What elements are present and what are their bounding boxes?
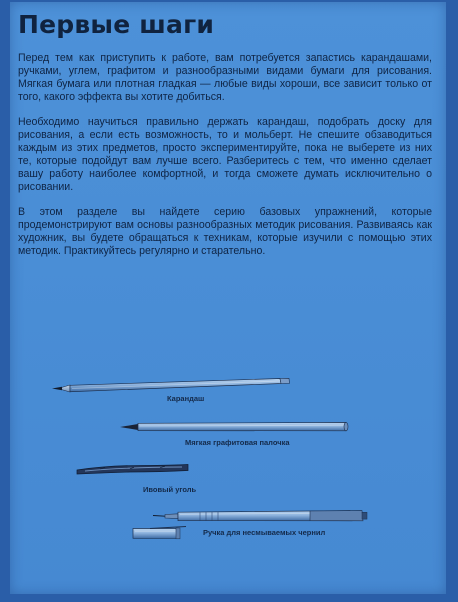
practice-paragraph: Необходимо научиться правильно держать карандаш, подобрать доску для рисования, а если есть возможность, то и мольберт. Не спешите обзаводиться каждым из этих предметов, просто экспериментируйте, пока не выберете из них те, которые подойдут вам лучше всего. Разберитесь с тем, что именно сделает вашу работу наиболее комфортной, и тогда сможете думать исключительно о рисовании. (18, 116, 432, 193)
pencil-icon (52, 378, 290, 392)
fineliner-pen-caption: Ручка для несмываемых чернил (203, 528, 326, 537)
charcoal-stick-icon (77, 465, 188, 475)
charcoal-caption: Ивовый уголь (143, 485, 197, 494)
pencil-caption: Карандаш (167, 394, 205, 403)
pen-cap-icon (133, 527, 186, 539)
fineliner-pen-icon (153, 511, 367, 521)
graphite-stick-icon (120, 422, 348, 430)
book-page (10, 2, 446, 594)
intro-paragraph: Перед тем как приступить к работе, вам потребуется запастись карандашами, ручками, углем, графитом и разнообразными видами бумаги для рисования. Мягкая бумага или плотная гладкая — любые виды хороши, все зависит только от того, какого эффекта вы хотите добиться. (18, 52, 432, 103)
graphite-stick-caption: Мягкая графитовая палочка (185, 438, 290, 447)
drawing-tools-illustration (10, 2, 446, 594)
page-title: Первые шаги (18, 10, 215, 39)
section-paragraph: В этом разделе вы найдете серию базовых упражнений, которые продемонстрируют вам основы разнообразных методик рисования. Развиваясь как художник, вы будете обращаться к техникам, которые изучили с помощью этих методик. Практикуйтесь регулярно и старательно. (18, 206, 432, 257)
